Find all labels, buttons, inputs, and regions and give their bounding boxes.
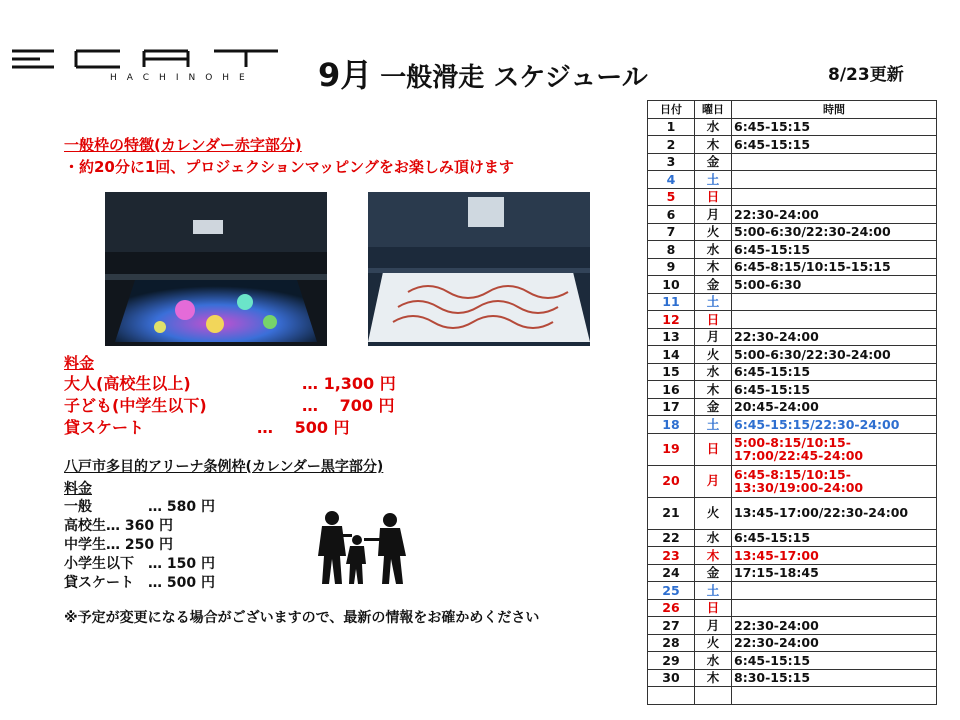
- feature-text: ・約20分に1回、プロジェクションマッピングをお楽しみ頂けます: [64, 158, 514, 176]
- time-cell: 22:30-24:00: [732, 617, 937, 635]
- fee-row: [64, 395, 395, 417]
- header-time: 時間: [732, 101, 937, 119]
- day-cell: 水: [695, 529, 732, 547]
- day-cell: 木: [695, 669, 732, 687]
- day-cell: 日: [695, 599, 732, 617]
- day-cell: 火: [695, 497, 732, 529]
- day-cell: [695, 687, 732, 705]
- date-cell: 23: [648, 547, 695, 565]
- page-title: [318, 50, 648, 96]
- time-cell: 22:30-24:00: [732, 328, 937, 346]
- date-cell: 8: [648, 241, 695, 259]
- day-cell: 月: [695, 617, 732, 635]
- table-row: [648, 171, 937, 189]
- time-cell: [732, 153, 937, 171]
- time-cell: 5:00-6:30: [732, 276, 937, 294]
- table-row: [648, 634, 937, 652]
- fee-price: … 700 円: [302, 396, 395, 415]
- table-row: [648, 564, 937, 582]
- time-cell: 6:45-15:15: [732, 652, 937, 670]
- time-cell: [732, 687, 937, 705]
- flat-logo: [10, 48, 280, 88]
- fee-name: 大人(高校生以上): [64, 374, 191, 393]
- rink-photo-colorful: [105, 192, 327, 346]
- time-cell: 6:45-15:15/22:30-24:00: [732, 416, 937, 434]
- date-cell: 19: [648, 433, 695, 465]
- day-cell: 月: [695, 328, 732, 346]
- date-cell: 21: [648, 497, 695, 529]
- title-text: 一般滑走 スケジュール: [380, 63, 648, 93]
- table-row: [648, 416, 937, 434]
- date-cell: 4: [648, 171, 695, 189]
- time-cell: [732, 188, 937, 206]
- day-cell: 火: [695, 223, 732, 241]
- general-fees: [64, 352, 396, 439]
- time-cell: 5:00-6:30/22:30-24:00: [732, 223, 937, 241]
- table-row: [648, 311, 937, 329]
- table-row: [648, 465, 937, 497]
- time-cell: 6:45-15:15: [732, 118, 937, 136]
- time-cell: 5:00-8:15/10:15-17:00/22:45-24:00: [732, 433, 937, 465]
- day-cell: 日: [695, 433, 732, 465]
- date-cell: 18: [648, 416, 695, 434]
- table-row: [648, 669, 937, 687]
- day-cell: 木: [695, 381, 732, 399]
- date-cell: 17: [648, 398, 695, 416]
- general-fees-heading: 料金: [64, 354, 95, 372]
- table-row: [648, 328, 937, 346]
- header-day: 曜日: [695, 101, 732, 119]
- time-cell: 6:45-15:15: [732, 241, 937, 259]
- table-row: [648, 136, 937, 154]
- fee-row: [64, 373, 396, 395]
- city-fee-row: 貸スケート … 500 円: [64, 575, 215, 591]
- table-row: [648, 433, 937, 465]
- table-row: [648, 381, 937, 399]
- logo-subtitle: HACHINOHE: [110, 73, 255, 83]
- day-cell: 金: [695, 564, 732, 582]
- day-cell: 水: [695, 241, 732, 259]
- fee-price: … 500 円: [257, 418, 350, 437]
- day-cell: 木: [695, 136, 732, 154]
- fee-price: … 1,300 円: [302, 374, 396, 393]
- table-row: [648, 599, 937, 617]
- day-cell: 水: [695, 363, 732, 381]
- date-cell: 10: [648, 276, 695, 294]
- day-cell: 金: [695, 153, 732, 171]
- table-row: [648, 258, 937, 276]
- date-cell: 7: [648, 223, 695, 241]
- day-cell: 月: [695, 206, 732, 224]
- day-cell: 木: [695, 258, 732, 276]
- date-cell: 9: [648, 258, 695, 276]
- table-row: [648, 617, 937, 635]
- city-fees-title: 八戸市多目的アリーナ条例枠(カレンダー黒字部分): [64, 459, 384, 475]
- day-cell: 月: [695, 465, 732, 497]
- day-cell: 水: [695, 118, 732, 136]
- date-cell: 15: [648, 363, 695, 381]
- fee-row: [64, 417, 350, 439]
- day-cell: 木: [695, 547, 732, 565]
- schedule-header-row: [648, 101, 937, 119]
- table-row: [648, 582, 937, 600]
- day-cell: 水: [695, 652, 732, 670]
- table-row: [648, 346, 937, 364]
- date-cell: 24: [648, 564, 695, 582]
- day-cell: 火: [695, 634, 732, 652]
- family-silhouette-icon: [310, 510, 420, 585]
- date-cell: 11: [648, 293, 695, 311]
- date-cell: 14: [648, 346, 695, 364]
- date-cell: 12: [648, 311, 695, 329]
- day-cell: 土: [695, 293, 732, 311]
- date-cell: 5: [648, 188, 695, 206]
- time-cell: [732, 311, 937, 329]
- table-row: [648, 118, 937, 136]
- flat-logo-icon: [10, 48, 280, 70]
- date-cell: 20: [648, 465, 695, 497]
- time-cell: 17:15-18:45: [732, 564, 937, 582]
- time-cell: 13:45-17:00: [732, 547, 937, 565]
- time-cell: 6:45-15:15: [732, 136, 937, 154]
- date-cell: 16: [648, 381, 695, 399]
- date-cell: 25: [648, 582, 695, 600]
- date-cell: 13: [648, 328, 695, 346]
- city-fee-row: 高校生… 360 円: [64, 518, 173, 534]
- table-row: [648, 687, 937, 705]
- day-cell: 金: [695, 398, 732, 416]
- time-cell: 6:45-15:15: [732, 529, 937, 547]
- time-cell: 5:00-6:30/22:30-24:00: [732, 346, 937, 364]
- day-cell: 土: [695, 171, 732, 189]
- date-cell: 1: [648, 118, 695, 136]
- table-row: [648, 293, 937, 311]
- table-row: [648, 206, 937, 224]
- time-cell: [732, 293, 937, 311]
- table-row: [648, 547, 937, 565]
- table-row: [648, 529, 937, 547]
- updated-date: 8/23更新: [828, 65, 904, 85]
- rink-photo-pattern: [368, 192, 590, 346]
- feature-title: 一般枠の特徴(カレンダー赤字部分): [64, 136, 302, 154]
- time-cell: 20:45-24:00: [732, 398, 937, 416]
- header-date: 日付: [648, 101, 695, 119]
- table-row: [648, 652, 937, 670]
- table-row: [648, 241, 937, 259]
- date-cell: 3: [648, 153, 695, 171]
- time-cell: 13:45-17:00/22:30-24:00: [732, 497, 937, 529]
- city-fee-row: 中学生… 250 円: [64, 537, 173, 553]
- city-fee-row: 小学生以下 … 150 円: [64, 556, 215, 572]
- schedule-table: [647, 100, 937, 705]
- fee-name: 子ども(中学生以下): [64, 396, 207, 415]
- city-fee-row: 一般 … 580 円: [64, 499, 215, 515]
- date-cell: 6: [648, 206, 695, 224]
- time-cell: 8:30-15:15: [732, 669, 937, 687]
- table-row: [648, 188, 937, 206]
- time-cell: 6:45-8:15/10:15-13:30/19:00-24:00: [732, 465, 937, 497]
- time-cell: 22:30-24:00: [732, 634, 937, 652]
- date-cell: [648, 687, 695, 705]
- day-cell: 土: [695, 582, 732, 600]
- time-cell: 6:45-8:15/10:15-15:15: [732, 258, 937, 276]
- date-cell: 29: [648, 652, 695, 670]
- table-row: [648, 497, 937, 529]
- city-fees-heading: 料金: [64, 481, 92, 497]
- time-cell: 6:45-15:15: [732, 363, 937, 381]
- table-row: [648, 276, 937, 294]
- day-cell: 火: [695, 346, 732, 364]
- date-cell: 26: [648, 599, 695, 617]
- day-cell: 日: [695, 188, 732, 206]
- time-cell: [732, 582, 937, 600]
- day-cell: 土: [695, 416, 732, 434]
- time-cell: [732, 599, 937, 617]
- date-cell: 27: [648, 617, 695, 635]
- day-cell: 日: [695, 311, 732, 329]
- table-row: [648, 223, 937, 241]
- time-cell: [732, 171, 937, 189]
- table-row: [648, 363, 937, 381]
- table-row: [648, 153, 937, 171]
- time-cell: 6:45-15:15: [732, 381, 937, 399]
- day-cell: 金: [695, 276, 732, 294]
- fee-name: 貸スケート: [64, 418, 145, 437]
- table-row: [648, 398, 937, 416]
- date-cell: 28: [648, 634, 695, 652]
- date-cell: 22: [648, 529, 695, 547]
- title-month: 9月: [318, 56, 373, 94]
- date-cell: 2: [648, 136, 695, 154]
- notice-text: ※予定が変更になる場合がございますので、最新の情報をお確かめください: [64, 610, 540, 626]
- date-cell: 30: [648, 669, 695, 687]
- time-cell: 22:30-24:00: [732, 206, 937, 224]
